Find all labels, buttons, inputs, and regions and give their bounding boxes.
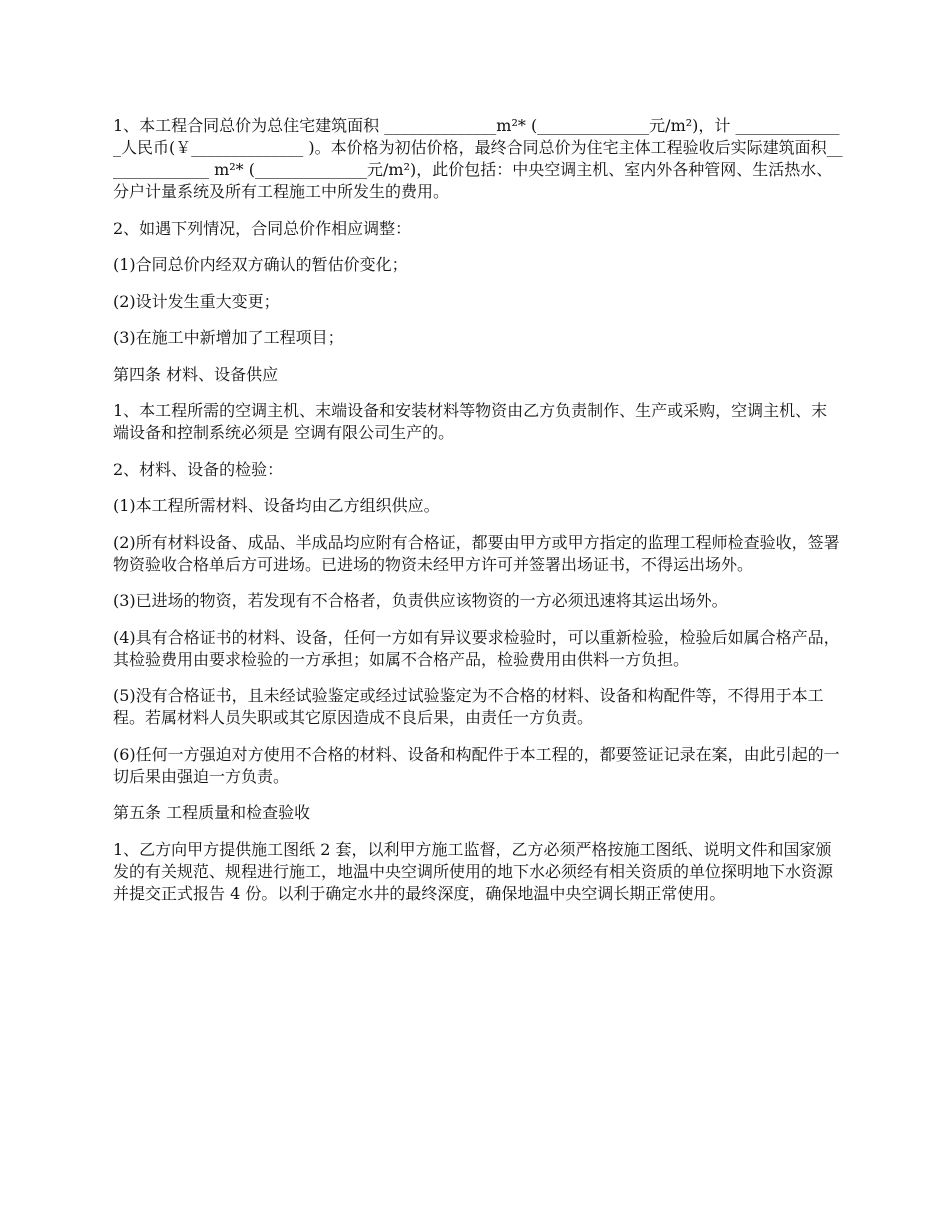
section-heading-article-5: 第五条 工程质量和检查验收 [113, 803, 311, 822]
list-item-inspection-3: (3)已进场的物资，若发现有不合格者，负责供应该物资的一方必须迅速将其运出场外。 [113, 591, 728, 610]
list-item-inspection-1: (1)本工程所需材料、设备均由乙方组织供应。 [113, 496, 440, 515]
paragraph-inspection-heading: 2、材料、设备的检验： [113, 459, 284, 479]
list-item-inspection-6: (6)任何一方强迫对方使用不合格的材料、设备和构配件于本工程的，都要签证记录在案，由此引起的一切后果由强迫一方负责。 [113, 744, 840, 786]
list-item-adjust-2: (2)设计发生重大变更； [113, 291, 280, 311]
paragraph-contract-price: 1、本工程合同总价为总住宅建筑面积 ______________m²* (______________元/m²)，计 ______________人民币(￥______________ )。本价格为初估价格，最终合同总价为住宅主体工程验收后实际建筑面积______________ m²* (______________元/m²)，此价包括：中央空调主机、室内外各种管网、生活热水、分户计量系统及所有工程施工中所发生的费用。 [113, 116, 843, 201]
list-item-adjust-3: (3)在施工中新增加了工程项目； [113, 328, 344, 347]
list-item-inspection-2: (2)所有材料设备、成品、半成品均应附有合格证，都要由甲方或甲方指定的监理工程师检查验收，签署物资验收合格单后方可进场。已进场的物资未经甲方许可并签署出场证书，不得运出场外。 [113, 532, 840, 574]
paragraph-price-adjustment: 2、如遇下列情况，合同总价作相应调整： [113, 218, 412, 238]
list-item-inspection-4: (4)具有合格证书的材料、设备，任何一方如有异议要求检验时，可以重新检验，检验后如属合格产品，其检验费用由要求检验的一方承担；如属不合格产品，检验费用由供料一方负担。 [113, 627, 840, 669]
paragraph-quality-drawings: 1、乙方向甲方提供施工图纸 2 套，以利甲方施工监督，乙方必须严格按施工图纸、说明文件和国家颁发的有关规范、规程进行施工，地温中央空调所使用的地下水必须经有相关资质的单位探明地下水资源并提交正式报告 4 份。以利于确定水井的最终深度，确保地温中央空调长期正常使用。 [113, 839, 834, 903]
document-body [113, 115, 843, 919]
list-item-adjust-1: (1)合同总价内经双方确认的暂估价变化； [113, 255, 408, 274]
paragraph-materials-supply: 1、本工程所需的空调主机、末端设备和安装材料等物资由乙方负责制作、生产或采购，空调主机、末端设备和控制系统必须是 空调有限公司生产的。 [113, 401, 828, 442]
section-heading-article-4: 第四条 材料、设备供应 [113, 364, 279, 384]
list-item-inspection-5: (5)没有合格证书，且未经试验鉴定或经过试验鉴定为不合格的材料、设备和构配件等，不得用于本工程。若属材料人员失职或其它原因造成不良后果，由责任一方负责。 [113, 686, 824, 727]
